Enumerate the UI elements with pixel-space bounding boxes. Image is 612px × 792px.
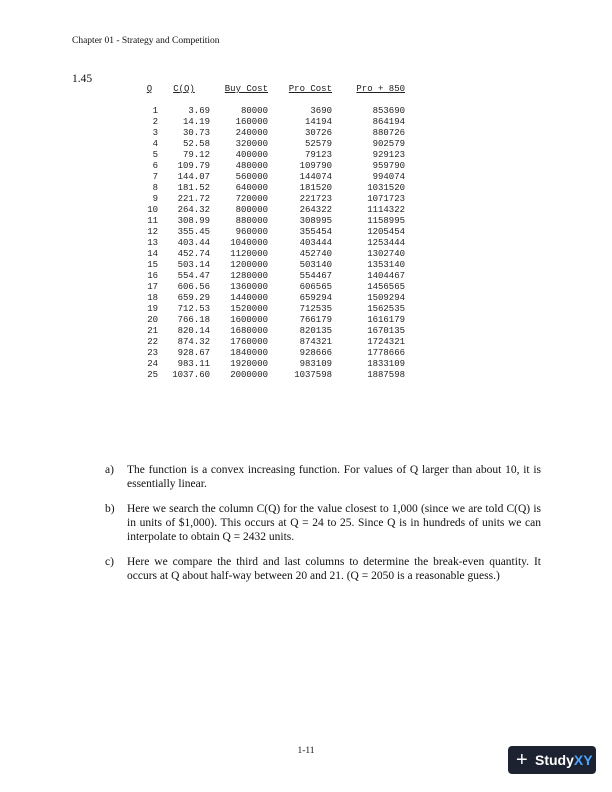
cell-pro-cost: 30726 [304, 128, 332, 138]
answer-c [105, 555, 541, 583]
cell-buy-cost: 1600000 [230, 315, 268, 325]
cell-cq: 30.73 [182, 128, 210, 138]
cell-q: 19 [147, 304, 158, 314]
cell-cq: 606.56 [177, 282, 210, 292]
cell-cq: 452.74 [177, 249, 210, 259]
column-header-q: Q [146, 84, 153, 94]
cell-buy-cost: 1280000 [230, 271, 268, 281]
cell-pro-cost: 874321 [299, 337, 332, 347]
table-row [141, 315, 405, 326]
cell-buy-cost: 960000 [235, 227, 268, 237]
table-row [141, 183, 405, 194]
table-row [141, 304, 405, 315]
cell-buy-cost: 1680000 [230, 326, 268, 336]
cell-buy-cost: 880000 [235, 216, 268, 226]
cell-cq: 308.99 [177, 216, 210, 226]
cell-cq: 874.32 [177, 337, 210, 347]
column-header-pro-plus-850: Pro + 850 [356, 84, 405, 94]
cell-pro-plus-850: 853690 [372, 106, 405, 116]
cell-pro-plus-850: 1031520 [367, 183, 405, 193]
table-body [141, 95, 405, 381]
table-row [141, 172, 405, 183]
table-row [141, 194, 405, 205]
cell-cq: 659.29 [177, 293, 210, 303]
cell-pro-cost: 221723 [299, 194, 332, 204]
table-row [141, 205, 405, 216]
cell-buy-cost: 1120000 [230, 249, 268, 259]
cell-pro-plus-850: 864194 [372, 117, 405, 127]
cell-cq: 221.72 [177, 194, 210, 204]
cell-q: 15 [147, 260, 158, 270]
cell-pro-cost: 606565 [299, 282, 332, 292]
cell-cq: 503.14 [177, 260, 210, 270]
cell-cq: 712.53 [177, 304, 210, 314]
cell-q: 11 [147, 216, 158, 226]
cell-buy-cost: 1360000 [230, 282, 268, 292]
cell-cq: 766.18 [177, 315, 210, 325]
cell-q: 7 [152, 172, 158, 182]
cell-q: 22 [147, 337, 158, 347]
table-row [141, 216, 405, 227]
cell-pro-cost: 181520 [299, 183, 332, 193]
table-row [141, 150, 405, 161]
cell-buy-cost: 720000 [235, 194, 268, 204]
cell-q: 3 [152, 128, 158, 138]
cell-pro-plus-850: 1778666 [367, 348, 405, 358]
cell-q: 4 [152, 139, 158, 149]
cell-pro-cost: 308995 [299, 216, 332, 226]
cell-q: 24 [147, 359, 158, 369]
answers-section [105, 463, 541, 594]
answer-b [105, 502, 541, 544]
plus-icon: + [516, 749, 528, 771]
cell-pro-cost: 52579 [304, 139, 332, 149]
answer-label: a) [105, 464, 114, 476]
cell-q: 6 [152, 161, 158, 171]
table-row [141, 249, 405, 260]
cell-cq: 264.32 [177, 205, 210, 215]
cell-pro-plus-850: 1833109 [367, 359, 405, 369]
cell-q: 16 [147, 271, 158, 281]
column-header-pro-cost: Pro Cost [288, 84, 332, 94]
cell-buy-cost: 1200000 [230, 260, 268, 270]
table-spacer-row [141, 95, 405, 106]
answer-label: c) [105, 556, 114, 568]
cell-pro-cost: 928666 [299, 348, 332, 358]
problem-number: 1.45 [72, 73, 93, 85]
cell-q: 8 [152, 183, 158, 193]
studyxy-logo[interactable] [508, 746, 596, 774]
cell-pro-plus-850: 1509294 [367, 293, 405, 303]
cell-pro-plus-850: 1205454 [367, 227, 405, 237]
table-row [141, 348, 405, 359]
cell-pro-cost: 983109 [299, 359, 332, 369]
cell-cq: 928.67 [177, 348, 210, 358]
page-number: 1-11 [297, 746, 315, 756]
table-row [141, 359, 405, 370]
cell-buy-cost: 1840000 [230, 348, 268, 358]
cell-buy-cost: 1920000 [230, 359, 268, 369]
cell-pro-plus-850: 1353140 [367, 260, 405, 270]
table-row [141, 326, 405, 337]
answer-label: b) [105, 503, 115, 515]
cell-pro-plus-850: 1724321 [367, 337, 405, 347]
cell-q: 20 [147, 315, 158, 325]
cell-cq: 52.58 [182, 139, 210, 149]
cell-q: 25 [147, 370, 158, 380]
cell-buy-cost: 480000 [235, 161, 268, 171]
cell-cq: 181.52 [177, 183, 210, 193]
cell-cq: 403.44 [177, 238, 210, 248]
table-row [141, 139, 405, 150]
answer-text: Here we compare the third and last columns to determine the break-even quantity. It occurs at Q about half-way between 20 and 21. (Q = 2050 is a reasonable guess.) [127, 556, 541, 582]
cell-buy-cost: 400000 [235, 150, 268, 160]
cell-q: 21 [147, 326, 158, 336]
cell-buy-cost: 320000 [235, 139, 268, 149]
cell-cq: 109.79 [177, 161, 210, 171]
cell-pro-cost: 1037598 [294, 370, 332, 380]
answer-text: The function is a convex increasing function. For values of Q larger than about 10, it is essentially linear. [127, 464, 541, 490]
table-row [141, 282, 405, 293]
cell-pro-plus-850: 929123 [372, 150, 405, 160]
cell-pro-plus-850: 959790 [372, 161, 405, 171]
cell-pro-cost: 14194 [304, 117, 332, 127]
table-row [141, 128, 405, 139]
cell-pro-plus-850: 1158995 [367, 216, 405, 226]
brand-wordmark: StudyXY [535, 752, 593, 768]
cell-pro-cost: 820135 [299, 326, 332, 336]
cell-q: 5 [152, 150, 158, 160]
cell-pro-cost: 109790 [299, 161, 332, 171]
chapter-header: Chapter 01 - Strategy and Competition [72, 36, 220, 46]
cell-q: 1 [152, 106, 158, 116]
cell-pro-cost: 554467 [299, 271, 332, 281]
cell-cq: 820.14 [177, 326, 210, 336]
cell-pro-cost: 79123 [304, 150, 332, 160]
cell-q: 23 [147, 348, 158, 358]
cell-pro-plus-850: 1114322 [367, 205, 405, 215]
answer-text: Here we search the column C(Q) for the value closest to 1,000 (since we are told C(Q) is in units of $1,000). This occurs at Q = 24 to 25. Since Q is in hundreds of units we can interpolate to obtain Q = 2432 units. [127, 503, 541, 543]
table-header-row [141, 84, 405, 95]
table-row [141, 238, 405, 249]
column-header-buy-cost: Buy Cost [224, 84, 268, 94]
table-row [141, 370, 405, 381]
cell-cq: 14.19 [182, 117, 210, 127]
cell-pro-plus-850: 1253444 [367, 238, 405, 248]
cell-pro-cost: 503140 [299, 260, 332, 270]
cell-buy-cost: 240000 [235, 128, 268, 138]
cell-pro-plus-850: 1302740 [367, 249, 405, 259]
cell-pro-cost: 766179 [299, 315, 332, 325]
cell-q: 17 [147, 282, 158, 292]
table-row [141, 161, 405, 172]
table-row [141, 227, 405, 238]
cell-cq: 79.12 [182, 150, 210, 160]
cell-q: 9 [152, 194, 158, 204]
cell-buy-cost: 800000 [235, 205, 268, 215]
cell-cq: 355.45 [177, 227, 210, 237]
cell-pro-cost: 264322 [299, 205, 332, 215]
table-row [141, 293, 405, 304]
cell-pro-plus-850: 1456565 [367, 282, 405, 292]
cell-cq: 144.07 [177, 172, 210, 182]
cell-pro-cost: 659294 [299, 293, 332, 303]
cell-q: 18 [147, 293, 158, 303]
cell-q: 14 [147, 249, 158, 259]
cell-pro-plus-850: 1887598 [367, 370, 405, 380]
cell-cq: 1037.60 [172, 370, 210, 380]
cell-buy-cost: 1760000 [230, 337, 268, 347]
cell-buy-cost: 560000 [235, 172, 268, 182]
cell-pro-plus-850: 1071723 [367, 194, 405, 204]
cell-pro-plus-850: 1404467 [367, 271, 405, 281]
cell-cq: 554.47 [177, 271, 210, 281]
table-row [141, 337, 405, 348]
cell-buy-cost: 640000 [235, 183, 268, 193]
cell-buy-cost: 160000 [235, 117, 268, 127]
cell-q: 10 [147, 205, 158, 215]
answer-a [105, 463, 541, 491]
cell-pro-plus-850: 902579 [372, 139, 405, 149]
cell-q: 13 [147, 238, 158, 248]
cell-pro-plus-850: 1562535 [367, 304, 405, 314]
cell-pro-cost: 452740 [299, 249, 332, 259]
cost-table [141, 84, 405, 381]
cell-buy-cost: 80000 [240, 106, 268, 116]
cell-pro-plus-850: 1616179 [367, 315, 405, 325]
cell-pro-cost: 712535 [299, 304, 332, 314]
cell-buy-cost: 1520000 [230, 304, 268, 314]
cell-pro-plus-850: 1670135 [367, 326, 405, 336]
cell-pro-cost: 355454 [299, 227, 332, 237]
cell-buy-cost: 2000000 [230, 370, 268, 380]
table-row [141, 106, 405, 117]
cell-pro-cost: 144074 [299, 172, 332, 182]
table-row [141, 260, 405, 271]
column-header-cq: C(Q) [173, 84, 195, 94]
cell-pro-cost: 3690 [310, 106, 332, 116]
cell-pro-plus-850: 880726 [372, 128, 405, 138]
table-row [141, 271, 405, 282]
cell-pro-plus-850: 994074 [372, 172, 405, 182]
table-row [141, 117, 405, 128]
cell-q: 12 [147, 227, 158, 237]
cell-pro-cost: 403444 [299, 238, 332, 248]
cell-q: 2 [152, 117, 158, 127]
cell-buy-cost: 1040000 [230, 238, 268, 248]
cell-buy-cost: 1440000 [230, 293, 268, 303]
cell-cq: 3.69 [188, 106, 210, 116]
cell-cq: 983.11 [177, 359, 210, 369]
